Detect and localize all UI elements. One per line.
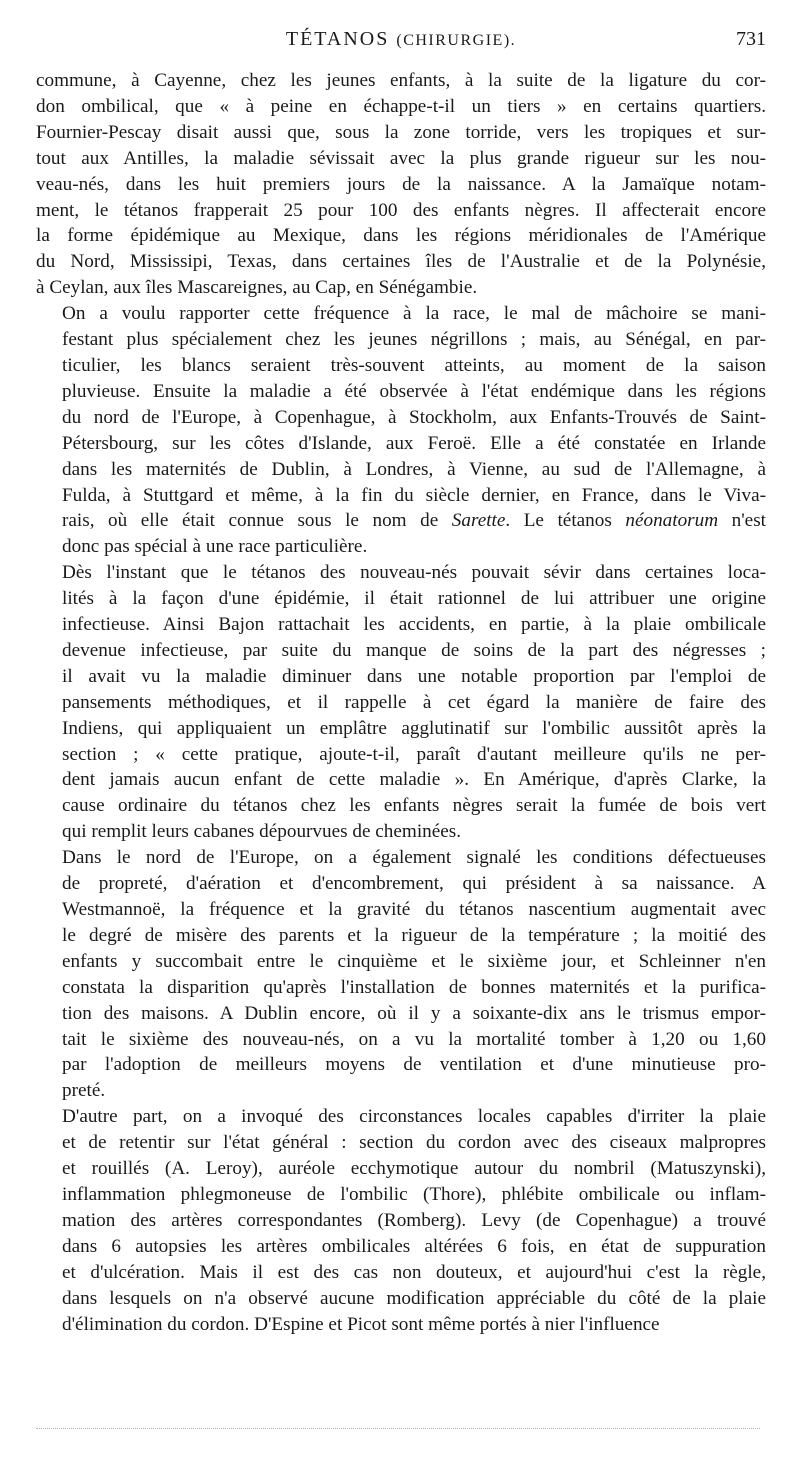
text-line: pansements méthodiques, et il rappelle à cet égard la manière de faire des bbox=[62, 691, 766, 713]
text-line: dans 6 autopsies les artères ombilicales altérées 6 fois, en état de suppuration bbox=[62, 1235, 766, 1257]
text-line: Fulda, à Stuttgard et même, à la fin du siècle dernier, en France, dans le Viva- bbox=[62, 484, 766, 506]
text-line: dans les maternités de Dublin, à Londres, à Vienne, au sud de l'Allemagne, à bbox=[62, 458, 766, 480]
text-line: par l'adoption de meilleurs moyens de ventilation et d'une minutieuse pro- bbox=[62, 1054, 766, 1076]
bottom-print-noise bbox=[36, 1428, 760, 1431]
text-line: il avait vu la maladie diminuer dans une notable proportion par l'emploi de bbox=[62, 665, 766, 687]
text-line: de propreté, d'aération et d'encombrement, qui président à sa naissance. A bbox=[62, 873, 766, 895]
text-line: dans lesquels on n'a observé aucune modification appréciable du côté de la plaie bbox=[62, 1287, 766, 1309]
text-line: infectieuse. Ainsi Bajon rattachait les accidents, en partie, à la plaie ombilicale bbox=[62, 614, 766, 636]
text-line: festant plus spécialement chez les jeunes négrillons ; mais, au Sénégal, en par- bbox=[62, 329, 766, 351]
text-line: inflammation phlegmoneuse de l'ombilic (Thore), phlébite ombilicale ou inflam- bbox=[62, 1183, 766, 1205]
text-line: rais, où elle était connue sous le nom de Sarette. Le tétanos néonatorum n'est bbox=[62, 510, 766, 532]
text-line: ment, le tétanos frapperait 25 pour 100 des enfants nègres. Il affecterait encore bbox=[36, 199, 766, 221]
text-line: à Ceylan, aux îles Mascareignes, au Cap, en Sénégambie. bbox=[36, 277, 478, 299]
text-line: tait le sixième des nouveau-nés, on a vu la mortalité tomber à 1,20 ou 1,60 bbox=[62, 1028, 766, 1050]
text-line: enfants y succombait entre le cinquième et le sixième jour, et Schleinner n'en bbox=[62, 950, 766, 972]
text-line: commune, à Cayenne, chez les jeunes enfants, à la suite de la ligature du cor- bbox=[36, 70, 766, 91]
text-line: Pétersbourg, sur les côtes d'Islande, aux Feroë. Elle a été constatée en Irlande bbox=[62, 432, 766, 454]
text-line: mation des artères correspondantes (Romberg). Levy (de Copenhague) a trouvé bbox=[62, 1209, 766, 1231]
text-line: don ombilical, que « à peine en échappe-t-il un tiers » en certains quartiers. bbox=[36, 95, 766, 117]
text-line: du Nord, Mississipi, Texas, dans certaines îles de l'Australie et de la Polynésie, bbox=[36, 251, 766, 273]
text-line: et de retentir sur l'état général : section du cordon avec des ciseaux malpropres bbox=[62, 1132, 766, 1154]
page-number: 731 bbox=[736, 28, 766, 50]
running-title-subtitle: (CHIRURGIE). bbox=[396, 32, 517, 49]
text-line: preté. bbox=[62, 1080, 106, 1102]
text-line: Dès l'instant que le tétanos des nouveau-nés pouvait sévir dans certaines loca- bbox=[62, 562, 766, 584]
text-line: Indiens, qui appliquaient un emplâtre agglutinatif sur l'ombilic aussitôt après la bbox=[62, 717, 766, 739]
text-line: section ; « cette pratique, ajoute-t-il, paraît d'autant meilleure qu'ils ne per- bbox=[62, 743, 766, 765]
text-line: constata la disparition qu'après l'installation de bonnes maternités et la purifica- bbox=[62, 976, 766, 998]
paragraph bbox=[36, 560, 766, 845]
text-line: On a voulu rapporter cette fréquence à la race, le mal de mâchoire se mani- bbox=[62, 303, 766, 325]
page-body-text bbox=[36, 68, 766, 1337]
text-line: Westmannoë, la fréquence et la gravité du tétanos nascentium augmentait avec bbox=[62, 899, 766, 920]
text-line: Dans le nord de l'Europe, on a également signalé les conditions défectueuses bbox=[62, 847, 766, 869]
paragraph bbox=[36, 845, 766, 1104]
paragraph bbox=[36, 68, 766, 301]
text-line: D'autre part, on a invoqué des circonstances locales capables d'irriter la plaie bbox=[62, 1106, 766, 1128]
text-line: veau-nés, dans les huit premiers jours de la naissance. A la Jamaïque notam- bbox=[36, 173, 766, 195]
text-line: qui remplit leurs cabanes dépourvues de cheminées. bbox=[62, 821, 462, 843]
text-line: dent jamais aucun enfant de cette maladie ». En Amérique, d'après Clarke, la bbox=[62, 769, 766, 791]
text-line: tion des maisons. A Dublin encore, où il y a soixante-dix ans le trismus empor- bbox=[62, 1002, 766, 1024]
text-line: d'élimination du cordon. D'Espine et Picot sont même portés à nier l'influence bbox=[62, 1313, 660, 1335]
text-line: devenue infectieuse, par suite du manque de soins de la part des négresses ; bbox=[62, 639, 766, 661]
running-title-main: TÉTANOS bbox=[285, 28, 390, 50]
text-line: Fournier-Pescay disait aussi que, sous la zone torride, vers les tropiques et sur- bbox=[36, 121, 766, 143]
text-line: ticulier, les blancs seraient très-souvent atteints, au moment de la saison bbox=[62, 354, 766, 376]
text-line: du nord de l'Europe, à Copenhague, à Stockholm, aux Enfants-Trouvés de Saint- bbox=[62, 406, 766, 428]
text-line: donc pas spécial à une race particulière. bbox=[62, 536, 368, 558]
text-line: et rouillés (A. Leroy), auréole ecchymotique autour du nombril (Matuszynski), bbox=[62, 1158, 766, 1180]
running-header bbox=[36, 20, 766, 60]
text-line: pluvieuse. Ensuite la maladie a été observée à l'état endémique dans les régions bbox=[62, 380, 766, 402]
text-line: lités à la façon d'une épidémie, il était rationnel de lui attribuer une origine bbox=[62, 588, 766, 610]
text-line: le degré de misère des parents et la rigueur de la température ; la moitié des bbox=[62, 924, 766, 946]
paragraph bbox=[36, 1104, 766, 1337]
text-line: tout aux Antilles, la maladie sévissait avec la plus grande rigueur sur les nou- bbox=[36, 147, 766, 169]
paragraph bbox=[36, 301, 766, 560]
text-line: cause ordinaire du tétanos chez les enfants nègres serait la fumée de bois vert bbox=[62, 795, 766, 817]
text-line: et d'ulcération. Mais il est des cas non douteux, et aujourd'hui c'est la règle, bbox=[62, 1261, 766, 1283]
text-line: la forme épidémique au Mexique, dans les régions méridionales de l'Amérique bbox=[36, 225, 766, 247]
running-title bbox=[36, 28, 766, 51]
